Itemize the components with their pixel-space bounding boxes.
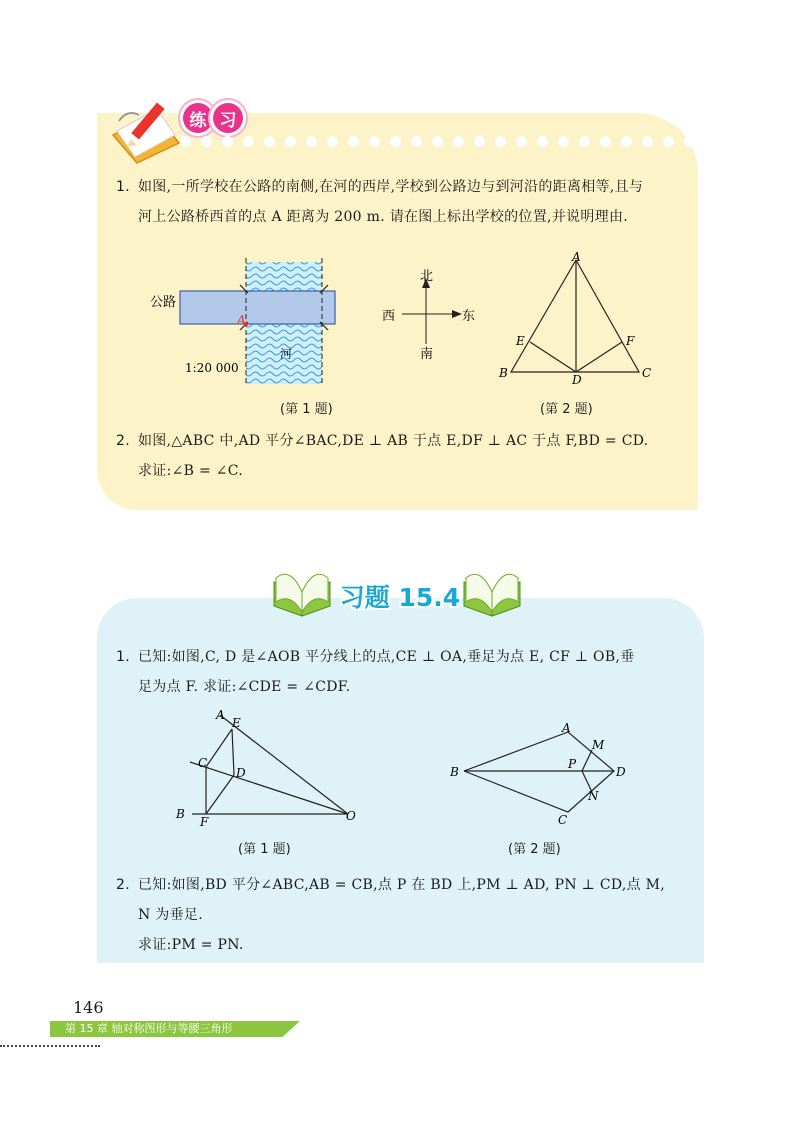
problem-text-line: 求证:PM = PN. <box>138 937 244 953</box>
vertex-label: B <box>450 765 459 779</box>
problem-text-line: 河上公路桥西首的点 A 距离为 200 m. 请在图上标出学校的位置,并说明理由. <box>138 209 629 225</box>
problem-text-line: 足为点 F. 求证:∠CDE = ∠CDF. <box>138 679 351 695</box>
river-label: 河 <box>280 347 293 361</box>
problem-text-line: 如图,一所学校在公路的南侧,在河的西岸,学校到公路边与到河沿的距离相等,且与 <box>138 179 644 195</box>
vertex-label: C <box>558 813 568 827</box>
compass-south: 南 <box>420 347 434 362</box>
practice-problem-1 <box>116 172 643 232</box>
vertex-label: M <box>592 738 605 752</box>
road-river-figure <box>140 258 350 388</box>
vertex-label: B <box>499 366 508 380</box>
problem-text-line: 如图,△ABC 中,AD 平分∠BAC,DE ⊥ AB 于点 E,DF ⊥ AC 于点 F,BD = CD. <box>138 433 649 449</box>
vertex-label: D <box>616 765 626 779</box>
figure-caption: (第 2 题) <box>508 842 561 857</box>
decorative-dots <box>180 136 800 150</box>
practice-badge-char-2: 习 <box>213 103 243 133</box>
problem-number: 1. <box>116 649 130 665</box>
exercise-problem-2 <box>116 870 665 960</box>
page-number: 146 <box>73 998 104 1017</box>
vertex-label: E <box>516 334 525 348</box>
vertex-label: D <box>236 766 246 780</box>
compass-west: 西 <box>382 309 396 324</box>
practice-badge-char-1: 练 <box>183 103 213 133</box>
vertex-label: F <box>200 815 209 829</box>
triangle-abc-figure <box>496 250 666 385</box>
angle-bisector-figure <box>170 705 370 830</box>
problem-text-line: 已知:如图,BD 平分∠ABC,AB = CB,点 P 在 BD 上,PM ⊥ AD, PN ⊥ CD,点 M, <box>138 877 666 893</box>
vertex-label: B <box>176 807 185 821</box>
vertex-label: N <box>588 789 599 803</box>
open-book-icon <box>268 552 336 618</box>
problem-number: 1. <box>116 179 130 195</box>
vertex-label: P <box>568 757 577 771</box>
pencil-notebook-icon <box>105 95 183 165</box>
problem-text-line: 已知:如图,C, D 是∠AOB 平分线上的点,CE ⊥ OA,垂足为点 E, CF ⊥ OB,垂 <box>138 649 635 665</box>
road <box>180 291 335 324</box>
figure-caption: (第 1 题) <box>280 402 333 417</box>
vertex-label: C <box>198 756 208 770</box>
figure-caption: (第 2 题) <box>540 402 593 417</box>
map-scale: 1:20 000 <box>185 361 239 375</box>
problem-number: 2. <box>116 877 130 893</box>
open-book-icon <box>458 552 526 618</box>
compass-north: 北 <box>420 269 434 284</box>
road-label: 公路 <box>150 295 177 310</box>
exercise-title: 习题 15.4 <box>339 583 461 612</box>
practice-problem-2 <box>116 426 649 486</box>
vertex-label: A <box>562 721 571 735</box>
problem-number: 2. <box>116 433 130 449</box>
kite-figure <box>446 718 636 828</box>
compass-east: 东 <box>462 309 476 324</box>
problem-text-line: N 为垂足. <box>138 907 203 923</box>
problem-text-line: 求证:∠B = ∠C. <box>138 463 244 479</box>
point-a-label: A <box>237 313 246 327</box>
vertex-label: A <box>572 250 581 264</box>
vertex-label: F <box>626 334 635 348</box>
vertex-label: O <box>346 809 356 823</box>
figure-caption: (第 1 题) <box>238 842 291 857</box>
chapter-title: 第 15 章 轴对称图形与等腰三角形 <box>65 1022 233 1035</box>
vertex-label: A <box>216 708 225 722</box>
footer-divider <box>0 1045 100 1047</box>
vertex-label: C <box>642 366 652 380</box>
vertex-label: D <box>572 373 582 385</box>
compass-icon <box>380 268 480 364</box>
vertex-label: E <box>232 716 241 730</box>
exercise-problem-1 <box>116 642 634 702</box>
